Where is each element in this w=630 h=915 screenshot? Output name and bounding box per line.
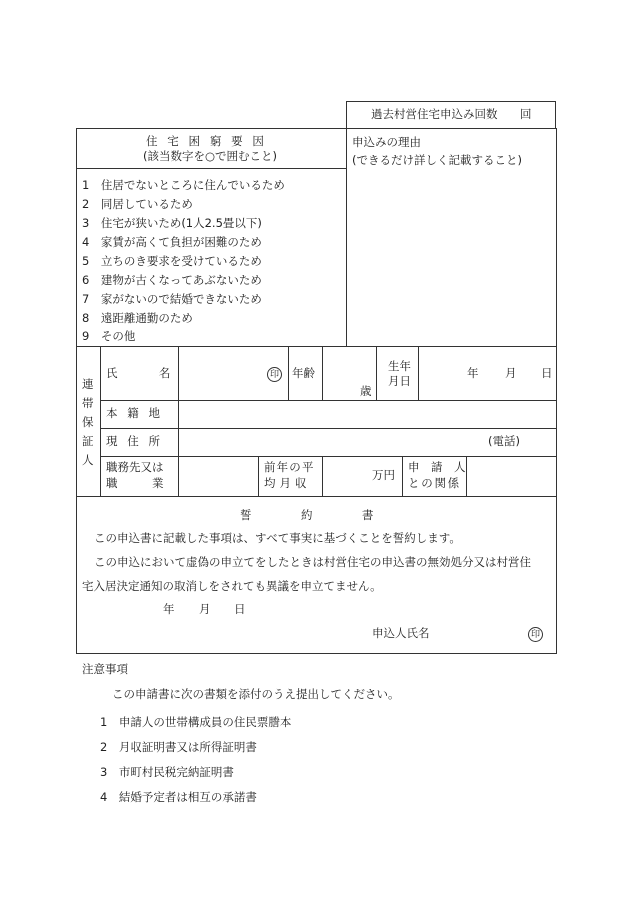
- guarantor-age-unit: 歳: [360, 384, 372, 398]
- guarantor-income-label-1: 前年の平: [264, 460, 315, 474]
- oath-date-day: 日: [234, 602, 246, 616]
- guarantor-birth-label-2: 月日: [388, 374, 411, 388]
- guarantor-seal: 印: [267, 367, 282, 382]
- guarantor-side-label-5: 人: [82, 453, 94, 467]
- guarantor-domicile-label: 本籍地: [106, 406, 170, 420]
- guarantor-relation-label-1: 申 請 人: [408, 460, 466, 474]
- note-item-3: 3 市町村民税完納証明書: [100, 765, 234, 779]
- guarantor-top-line: [76, 346, 557, 347]
- oath-seal: 印: [528, 627, 543, 642]
- application-reason-note: (できるだけ詳しく記載すること): [352, 153, 522, 167]
- oath-title: 誓約書: [240, 508, 423, 522]
- guarantor-income-label-2: 均月収: [264, 476, 311, 490]
- guarantor-birth-day: 日: [541, 366, 553, 380]
- oath-applicant-label: 申込人氏名: [372, 626, 430, 640]
- guarantor-income-unit: 万円: [372, 468, 395, 482]
- guarantor-birth-year: 年: [467, 366, 479, 380]
- application-reason-title: 申込みの理由: [352, 135, 421, 149]
- oath-date-month: 月: [199, 602, 211, 616]
- note-item-1: 1 申請人の世帯構成員の住民票謄本: [100, 715, 292, 729]
- oath-line-2: この申込において虚偽の申立てをしたときは村営住宅の申込書の無効処分又は村営住: [94, 555, 531, 569]
- guarantor-work-label-2: 職 業: [106, 476, 164, 490]
- past-applications-unit: 回: [520, 107, 532, 121]
- guarantor-address-label: 現住所: [106, 434, 170, 448]
- reason-item-3: 3 住宅が狭いため(1人2.5畳以下): [82, 216, 262, 230]
- guarantor-side-label-2: 帯: [82, 396, 94, 410]
- reason-item-7: 7 家がないので結婚できないため: [82, 292, 262, 306]
- note-item-2: 2 月収証明書又は所得証明書: [100, 740, 257, 754]
- guarantor-side-label-3: 保: [82, 415, 94, 429]
- reason-subtitle: (該当数字を○で囲むこと): [143, 149, 278, 163]
- oath-top-line: [76, 496, 557, 497]
- notes-intro: この申請書に次の書類を添付のうえ提出してください。: [112, 687, 400, 701]
- guarantor-side-divider: [100, 346, 101, 496]
- oath-date-year: 年: [163, 602, 175, 616]
- guarantor-phone-label: (電話): [488, 434, 520, 448]
- reason-title: 住宅困窮要因: [146, 134, 274, 148]
- reason-item-2: 2 同居しているため: [82, 197, 193, 211]
- guarantor-name-label: 氏名: [106, 366, 212, 380]
- reason-item-6: 6 建物が古くなってあぶないため: [82, 273, 262, 287]
- guarantor-side-label-4: 証: [82, 434, 94, 448]
- reason-item-1: 1 住居でないところに住んでいるため: [82, 178, 285, 192]
- oath-line-3: 宅入居決定通知の取消しをされても異議を申立てません。: [82, 579, 382, 593]
- guarantor-side-label-1: 連: [82, 377, 94, 391]
- guarantor-relation-label-2: との関係: [408, 476, 461, 490]
- guarantor-birth-month: 月: [505, 366, 517, 380]
- guarantor-birth-label-1: 生年: [388, 359, 411, 373]
- reason-item-8: 8 遠距離通勤のため: [82, 311, 193, 325]
- reason-item-9: 9 その他: [82, 329, 136, 343]
- note-item-4: 4 結婚予定者は相互の承諾書: [100, 790, 257, 804]
- reason-item-4: 4 家賃が高くて負担が困難のため: [82, 235, 262, 249]
- reason-item-5: 5 立ちのき要求を受けているため: [82, 254, 262, 268]
- reason-title-divider: [76, 168, 346, 169]
- guarantor-age-label: 年齢: [292, 366, 315, 380]
- reason-divider: [346, 128, 347, 346]
- past-applications-label: 過去村営住宅申込み回数: [371, 107, 498, 121]
- guarantor-work-label-1: 職務先又は: [106, 460, 164, 474]
- notes-title: 注意事項: [82, 662, 128, 676]
- oath-line-1: この申込書に記載した事項は、すべて事実に基づくことを誓約します。: [94, 531, 461, 545]
